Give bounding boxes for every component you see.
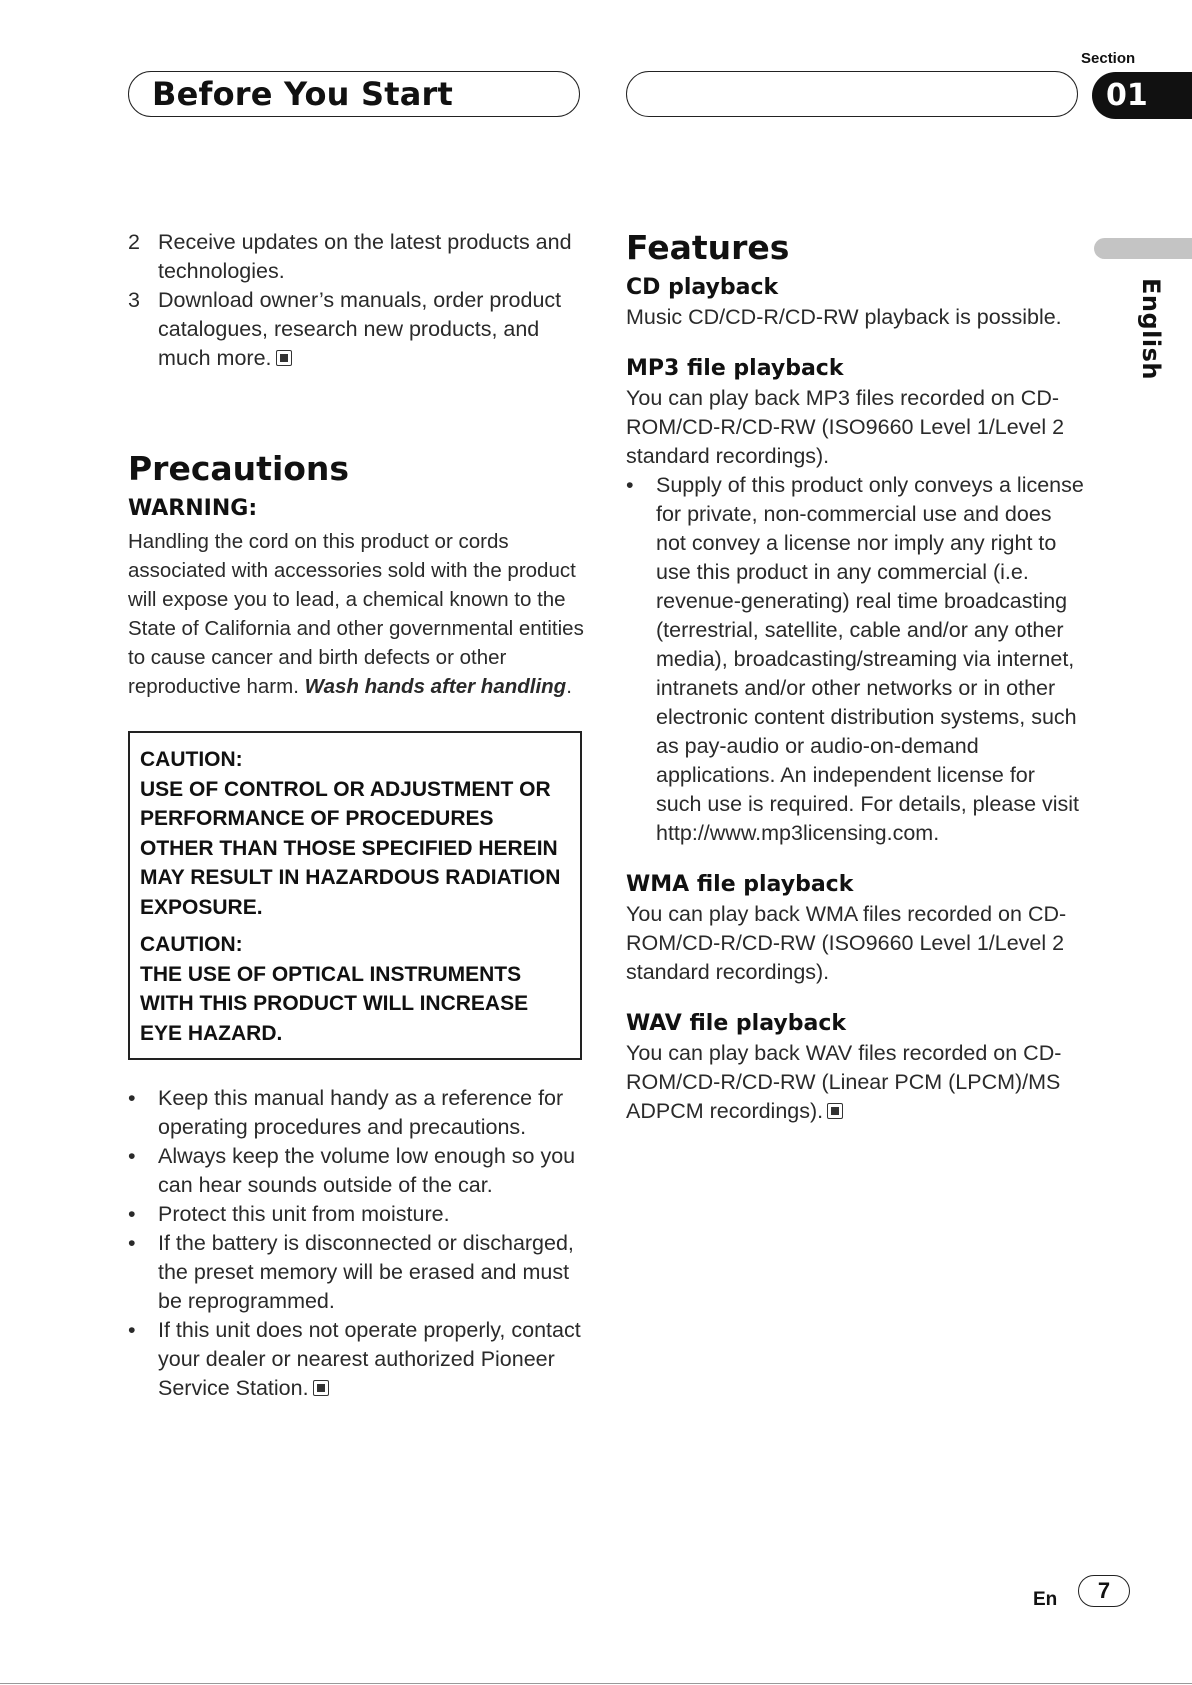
precautions-heading: Precautions [128,449,350,488]
end-of-section-icon [276,350,292,366]
list-item: • Always keep the volume low enough so you can hear sounds outside of the car. [128,1144,576,1197]
wma-playback-heading: WMA file playback [626,872,854,897]
list-item: • Keep this manual handy as a reference for operating procedures and precautions. [128,1086,564,1139]
list-item: • Protect this unit from moisture. [128,1202,450,1226]
cd-playback-heading: CD playback [626,275,779,300]
list-item: 3 Download owner’s manuals, order product catalogues, research new products, and much more. [128,288,562,370]
right-column [626,228,1086,1126]
caution-text: THE USE OF OPTICAL INSTRUMENTS WITH THIS PRODUCT WILL INCREASE EYE HAZARD. [140,962,529,1045]
caution-title: CAUTION: [140,933,243,956]
language-tab [1094,238,1192,259]
page-number-pill [1078,1575,1130,1607]
cd-playback-text: Music CD/CD-R/CD-RW playback is possible. [626,305,1062,329]
warning-text: Handling the cord on this product or cords associated with accessories sold with the product will expose you to lead, a chemical known to the State of California and other governmental entities to cause cancer and birth defects or other reproductive harm. Wash hands after handling. [128,530,584,698]
page-title: Before You Start [152,75,453,113]
language-label: English [1137,278,1165,380]
bottom-rule [0,1683,1192,1684]
mp3-playback-heading: MP3 file playback [626,356,844,381]
wma-playback-text: You can play back WMA files recorded on CD-ROM/CD-R/CD-RW (ISO9660 Level 1/Level 2 standard recordings). [626,902,1067,984]
list-item: • If the battery is disconnected or discharged, the preset memory will be erased and must be reprogrammed. [128,1231,574,1313]
end-of-section-icon [313,1380,329,1396]
footer-lang-code: En [1033,1589,1058,1610]
list-item: • If this unit does not operate properly, contact your dealer or nearest authorized Pioneer Service Station. [128,1318,581,1400]
page-number: 7 [1097,1578,1111,1603]
precaution-bullets [128,1084,588,1403]
caution-box [128,731,582,1060]
end-of-section-icon [827,1103,843,1119]
section-label: Section [1081,50,1136,67]
wav-playback-text: You can play back WAV files recorded on CD-ROM/CD-R/CD-RW (Linear PCM (LPCM)/MS ADPCM recordings). [626,1041,1062,1123]
list-item: • Supply of this product only conveys a license for private, non-commercial use and does not convey a license nor imply any right to use this product in any commercial (i.e. revenue-generating) real time broadcasting (terrestrial, satellite, cable and/or any other media), broadcasting/streaming via internet, intranets and/or other networks or in other electronic content distribution systems, such as pay-audio or audio-on-demand applications. An independent license for such use is required. For details, please visit http://www.mp3licensing.com. [626,473,1084,845]
caution-text: USE OF CONTROL OR ADJUSTMENT OR PERFORMANCE OF PROCEDURES OTHER THAN THOSE SPECIFIED HEREIN MAY RESULT IN HAZARDOUS RADIATION EXPOSURE. [140,777,561,919]
warning-emphasis: Wash hands after handling [304,675,567,698]
wav-playback-heading: WAV file playback [626,1011,846,1036]
numbered-list [128,228,588,373]
mp3-license-bullet [626,471,1086,848]
mp3-playback-text: You can play back MP3 files recorded on CD-ROM/CD-R/CD-RW (ISO9660 Level 1/Level 2 standard recordings). [626,386,1065,468]
caution-title: CAUTION: [140,748,243,771]
left-column [128,228,588,1403]
list-item: 2 Receive updates on the latest products and technologies. [128,230,572,283]
warning-heading: WARNING: [128,496,258,521]
blank-header-pill [626,71,1078,117]
features-heading: Features [626,228,790,267]
section-number-badge: 01 [1092,72,1192,119]
